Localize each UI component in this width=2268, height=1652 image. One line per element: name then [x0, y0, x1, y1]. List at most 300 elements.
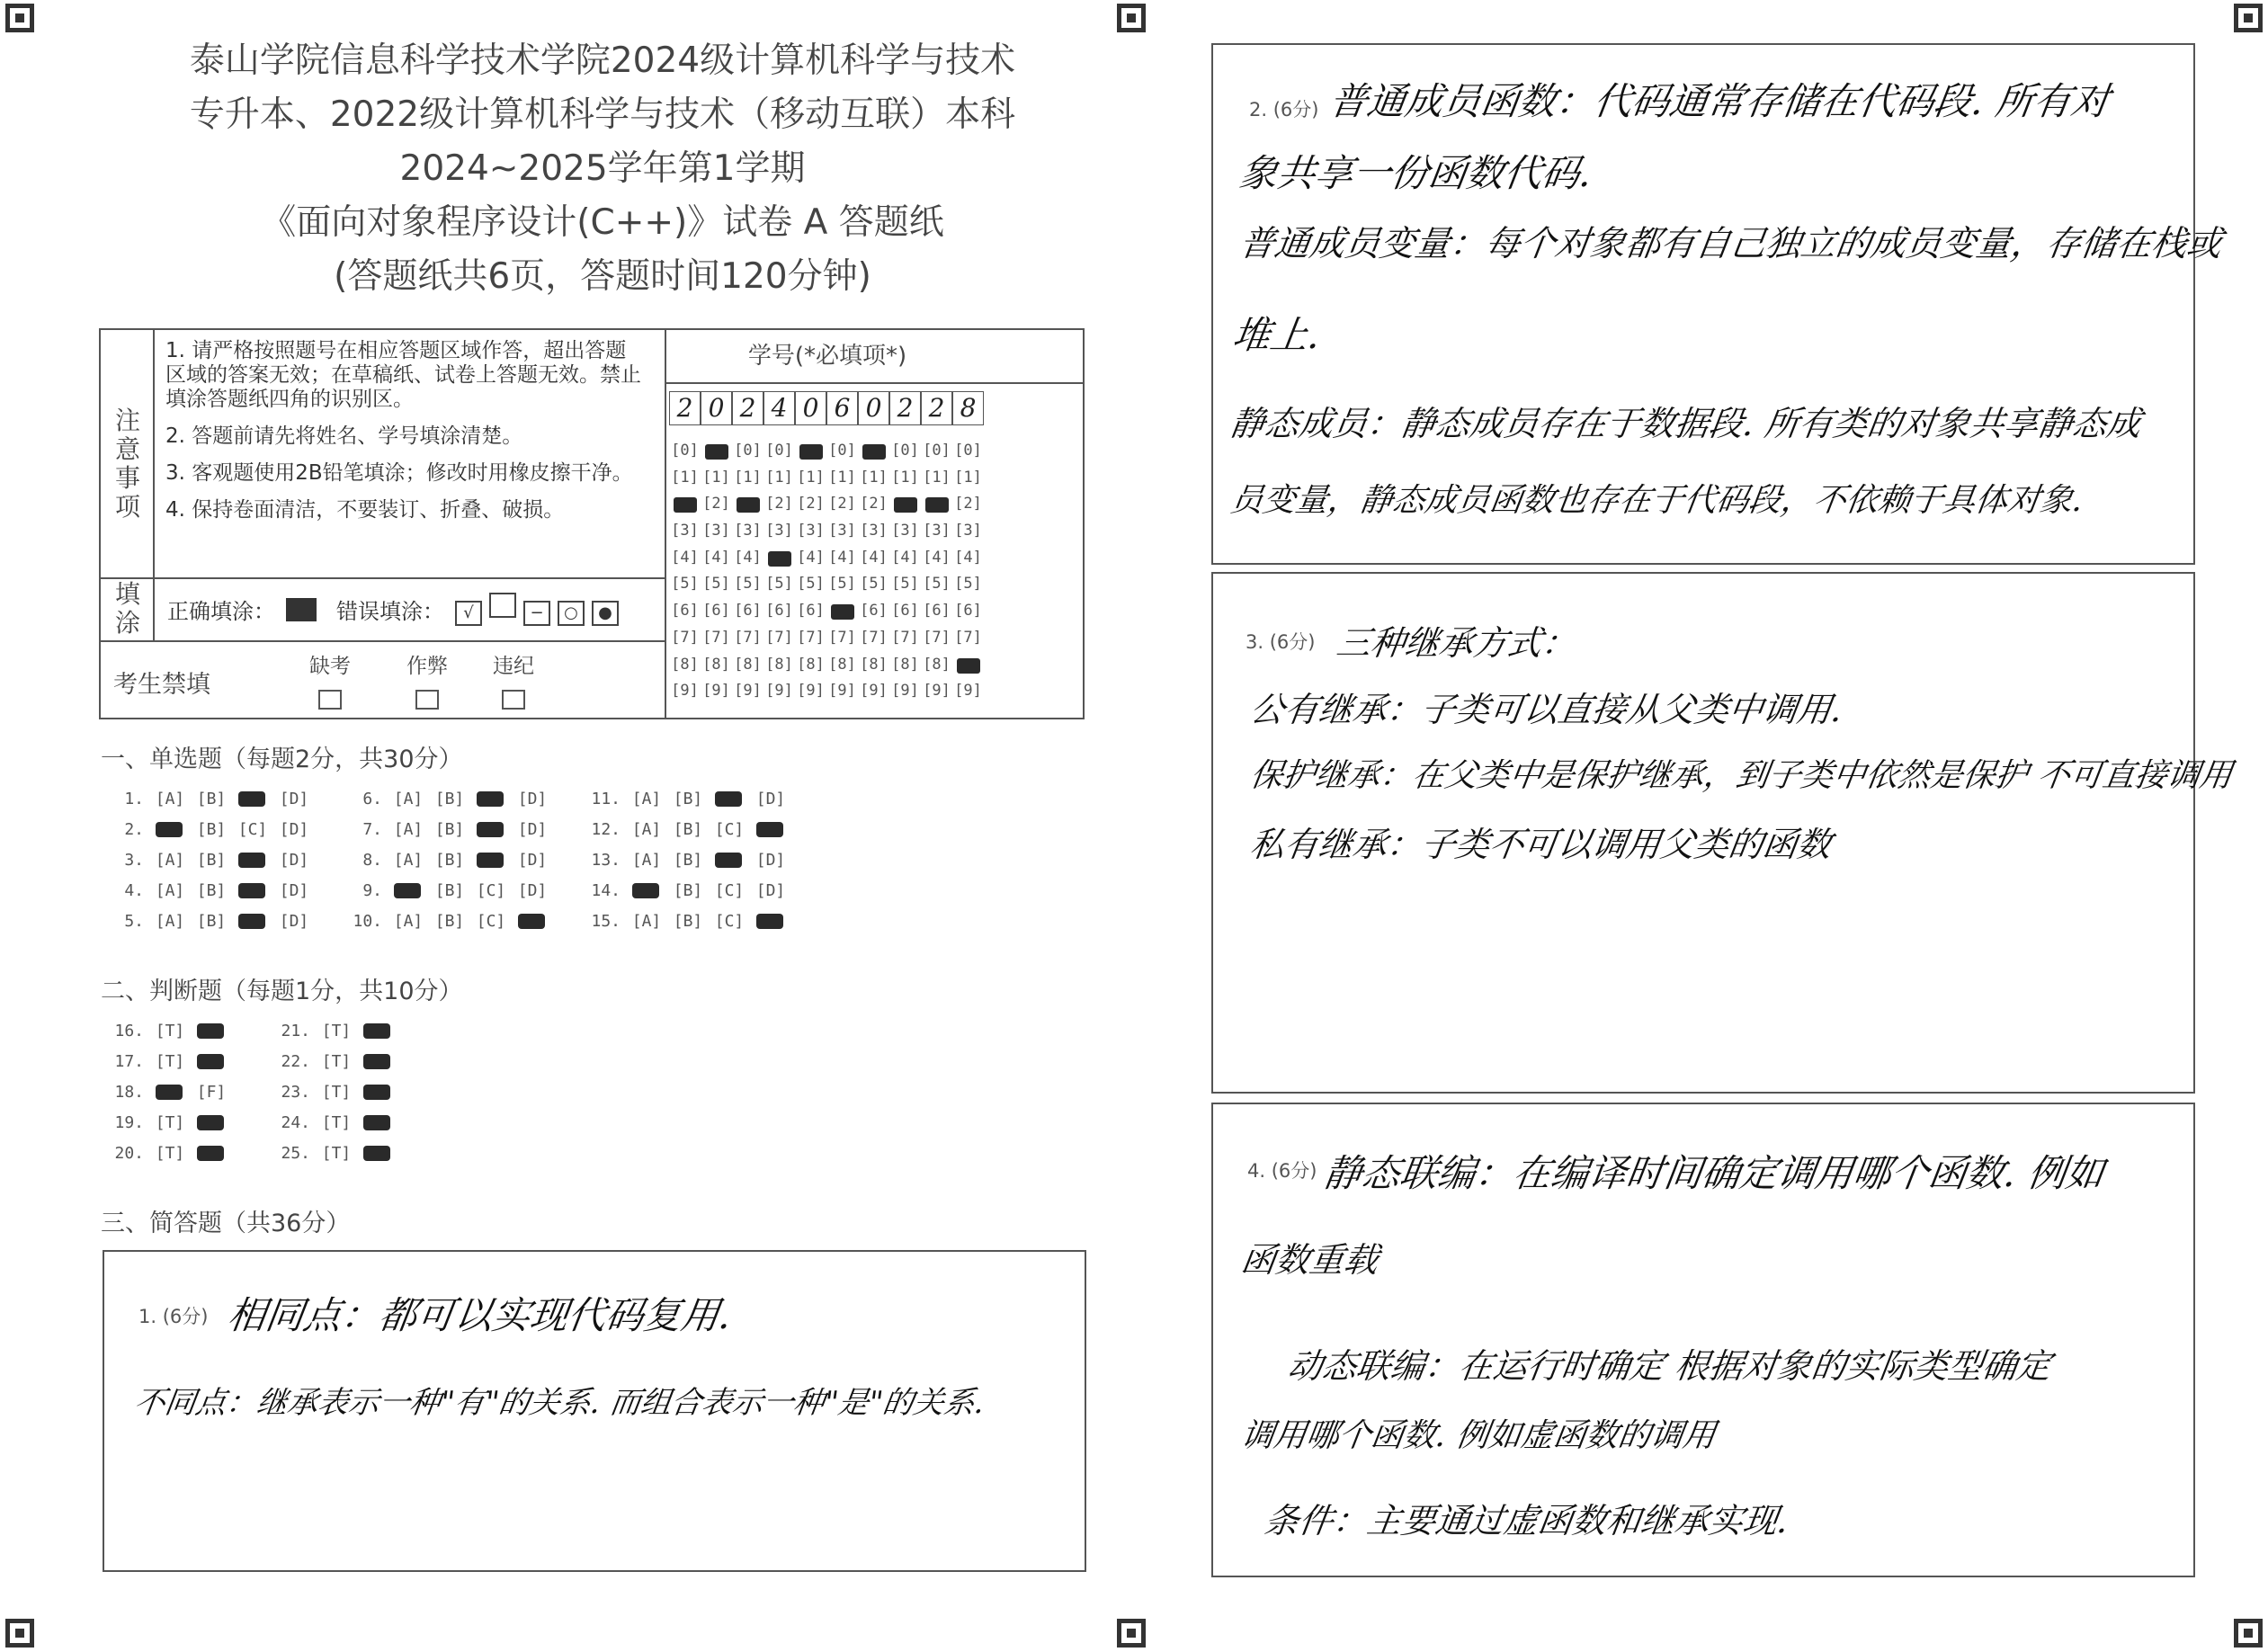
corner-mark-top-center [1117, 4, 1146, 32]
student-id-bubble-column-3 [763, 438, 795, 705]
option-b[interactable]: [B] [196, 912, 227, 931]
question-number: 6. [362, 790, 382, 808]
option-a[interactable] [388, 881, 429, 900]
student-id-bubble[interactable]: [5] [702, 575, 730, 594]
q3-answer-line: 保护继承：在父类中是保护继承，到子类中依然是保护 不可直接调用 [1247, 757, 2235, 794]
student-id-bubble[interactable]: [7] [734, 628, 762, 647]
student-id-bubble[interactable]: [4] [671, 548, 699, 567]
option-b[interactable]: [B] [673, 912, 703, 931]
banned-violation[interactable] [493, 649, 534, 710]
student-id-bubble[interactable]: [3] [702, 522, 730, 540]
q4-answer-line: 条件：主要通过虚函数和继承实现. [1262, 1501, 1791, 1540]
student-id-bubble[interactable]: [4] [860, 548, 888, 567]
student-id-bubble[interactable]: [6] [860, 602, 888, 621]
option-b[interactable]: [B] [673, 820, 703, 839]
option-c[interactable]: [C] [714, 881, 745, 900]
student-id-bubble[interactable]: [1] [828, 468, 856, 487]
option-d[interactable]: [D] [517, 851, 548, 870]
option-a[interactable]: [A] [631, 790, 662, 808]
student-id-digits [669, 391, 984, 425]
answer-box-q1[interactable] [103, 1250, 1086, 1572]
section-true-false-title: 二、判断题（每题1分，共10分） [101, 978, 463, 1005]
student-id-bubble[interactable]: [4] [702, 548, 730, 567]
header-line: 泰山学院信息科学技术学院2024级计算机科学与技术 [189, 40, 1016, 81]
wrong-mark-partial [489, 593, 516, 618]
question-number: 2. [124, 820, 144, 839]
student-id-bubble[interactable]: [1] [954, 468, 982, 487]
student-id-title: 学号(*必填项*) [747, 343, 907, 370]
q3-answer-line: 公有继承：子类可以直接从父类中调用. [1247, 690, 1845, 729]
option-f[interactable] [191, 1022, 232, 1040]
option-d[interactable]: [D] [517, 790, 548, 808]
student-id-bubble[interactable]: [0] [734, 442, 762, 460]
option-a[interactable]: [A] [155, 881, 185, 900]
student-id-bubble[interactable]: [9] [702, 682, 730, 701]
student-id-bubble[interactable]: [2] [954, 495, 982, 513]
option-c[interactable] [709, 851, 750, 870]
banned-absent-box[interactable] [318, 690, 342, 710]
student-id-bubble-column-7 [889, 438, 921, 705]
q2-label: 2. (6分) [1249, 99, 1319, 121]
student-id-bubble[interactable]: [6] [702, 602, 730, 621]
section-single-choice-title: 一、单选题（每题2分，共30分） [101, 746, 463, 773]
q1-answer-line: 相同点：都可以实现代码复用. [225, 1293, 735, 1337]
student-id-bubble-column-5 [826, 438, 858, 705]
option-b[interactable]: [B] [196, 881, 227, 900]
single-choice-question [346, 881, 553, 900]
student-id-bubble-column-4 [795, 438, 826, 705]
student-id-bubble[interactable]: [8] [860, 655, 888, 674]
q2-answer-line: 堆上. [1229, 313, 1324, 357]
notice-item: 2. 答题前请先将姓名、学号填涂清楚。 [165, 424, 523, 448]
student-id-bubble[interactable]: [9] [797, 682, 825, 701]
student-id-bubble[interactable]: [0] [765, 442, 793, 460]
student-id-bubble[interactable]: [7] [765, 628, 793, 647]
option-f[interactable]: [F] [196, 1083, 227, 1102]
option-t[interactable]: [T] [155, 1052, 185, 1071]
option-c[interactable]: [C] [714, 912, 745, 931]
question-number: 21. [281, 1022, 310, 1040]
option-t[interactable]: [T] [321, 1052, 352, 1071]
student-id-bubble[interactable]: [1] [734, 468, 762, 487]
question-number: 18. [114, 1083, 144, 1102]
single-choice-question [585, 790, 791, 808]
student-id-bubble[interactable]: [2] [860, 495, 888, 513]
corner-mark-bottom-left [5, 1619, 34, 1648]
header-line: (答题纸共6页，答题时间120分钟) [334, 256, 871, 297]
student-id-bubble[interactable]: [3] [891, 522, 919, 540]
option-b[interactable]: [B] [434, 851, 465, 870]
student-id-bubble[interactable]: [5] [954, 575, 982, 594]
student-id-bubble-column-8 [921, 438, 952, 705]
option-f[interactable] [357, 1113, 398, 1132]
student-id-bubble[interactable]: [2] [702, 495, 730, 513]
answer-box-q3[interactable] [1211, 572, 2235, 1094]
student-id-bubble[interactable]: [0] [923, 442, 951, 460]
student-id-bubble[interactable] [826, 598, 858, 625]
student-id-bubble[interactable] [858, 438, 889, 465]
student-id-bubble[interactable]: [3] [954, 522, 982, 540]
option-d[interactable]: [D] [755, 851, 786, 870]
student-id-bubble[interactable] [795, 438, 826, 465]
student-id-bubble[interactable]: [1] [860, 468, 888, 487]
header-line: 专升本、2022级计算机科学与技术（移动互联）本科 [189, 94, 1016, 135]
option-d[interactable]: [D] [279, 820, 309, 839]
student-id-bubble[interactable] [763, 545, 795, 572]
question-number: 12. [591, 820, 621, 839]
banned-cheat[interactable] [406, 649, 448, 710]
option-a[interactable] [149, 820, 191, 839]
option-b[interactable]: [B] [673, 881, 703, 900]
student-id-bubble[interactable]: [7] [671, 628, 699, 647]
student-id-bubble[interactable]: [5] [860, 575, 888, 594]
option-a[interactable] [626, 881, 667, 900]
question-number: 5. [124, 912, 144, 931]
student-id-bubble[interactable]: [9] [671, 682, 699, 701]
single-choice-question [585, 881, 791, 900]
student-id-bubble[interactable]: [1] [797, 468, 825, 487]
q4-answer-line: 动态联编：在运行时确定 根据对象的实际类型确定 [1285, 1346, 2054, 1386]
true-false-question [274, 1083, 398, 1102]
student-id-bubble[interactable]: [2] [828, 495, 856, 513]
option-b[interactable]: [B] [434, 820, 465, 839]
option-c[interactable] [709, 790, 750, 808]
option-a[interactable]: [A] [631, 912, 662, 931]
option-b[interactable]: [B] [434, 881, 465, 900]
true-false-question [108, 1144, 232, 1163]
student-id-bubble[interactable]: [6] [891, 602, 919, 621]
wrong-mark-circle: ○ [558, 601, 585, 626]
student-id-bubble[interactable]: [5] [797, 575, 825, 594]
question-number: 23. [281, 1083, 310, 1102]
option-d[interactable]: [D] [517, 820, 548, 839]
option-d[interactable]: [D] [517, 881, 548, 900]
student-id-digit-6: 0 [858, 391, 889, 425]
option-c[interactable] [232, 790, 273, 808]
question-number: 9. [362, 881, 382, 900]
student-id-bubble[interactable]: [8] [734, 655, 762, 674]
student-id-bubble[interactable]: [7] [891, 628, 919, 647]
q4-answer-line: 调用哪个函数. 例如虚函数的调用 [1238, 1417, 1719, 1454]
option-t[interactable] [149, 1083, 191, 1102]
q2-answer-line: 员变量，静态成员函数也存在于代码段，不依赖于具体对象. [1228, 482, 2085, 519]
option-a[interactable]: [A] [393, 851, 424, 870]
q3-label: 3. (6分) [1246, 631, 1316, 653]
student-id-bubble[interactable]: [5] [828, 575, 856, 594]
option-c[interactable] [232, 881, 273, 900]
header-line: 《面向对象程序设计(C++)》试卷 A 答题纸 [261, 202, 944, 243]
option-a[interactable]: [A] [393, 912, 424, 931]
banned-label: 考生禁填 [113, 671, 210, 699]
student-id-digit-7: 2 [889, 391, 921, 425]
corner-mark-bottom-right [2234, 1619, 2263, 1648]
q2-answer-line: 普通成员函数：代码通常存储在代码段. 所有对 [1326, 79, 2112, 123]
q3-answer-line: 三种继承方式： [1334, 623, 1579, 663]
option-f[interactable] [357, 1022, 398, 1040]
option-t[interactable]: [T] [321, 1083, 352, 1102]
student-id-bubble[interactable]: [9] [923, 682, 951, 701]
single-choice-question [108, 820, 315, 839]
student-id-bubble[interactable]: [8] [923, 655, 951, 674]
student-id-bubble[interactable]: [5] [734, 575, 762, 594]
true-false-question [108, 1113, 232, 1132]
student-id-bubble[interactable]: [2] [797, 495, 825, 513]
option-c[interactable] [470, 790, 512, 808]
wrong-fill-marks [455, 593, 626, 626]
student-id-bubble[interactable]: [3] [797, 522, 825, 540]
student-id-bubble[interactable]: [9] [828, 682, 856, 701]
option-c[interactable]: [C] [476, 912, 506, 931]
student-id-bubble[interactable]: [3] [860, 522, 888, 540]
option-d[interactable]: [D] [755, 881, 786, 900]
question-number: 1. [124, 790, 144, 808]
student-id-bubble[interactable]: [2] [765, 495, 793, 513]
student-id-bubble[interactable]: [8] [765, 655, 793, 674]
single-choice-question [108, 881, 315, 900]
student-id-bubble[interactable]: [3] [828, 522, 856, 540]
option-c[interactable]: [C] [237, 820, 268, 839]
q2-answer-line: 普通成员变量：每个对象都有自己独立的成员变量，存储在栈或 [1237, 224, 2225, 264]
student-id-bubble[interactable]: [7] [828, 628, 856, 647]
q4-label: 4. (6分) [1247, 1160, 1317, 1182]
single-choice-question [585, 851, 791, 870]
question-number: 14. [591, 881, 621, 900]
correct-fill-swatch [286, 598, 317, 621]
student-id-bubble[interactable]: [6] [734, 602, 762, 621]
student-id-bubble-column-9 [952, 438, 984, 705]
student-id-bubble[interactable]: [1] [702, 468, 730, 487]
student-id-bubble[interactable]: [1] [671, 468, 699, 487]
option-b[interactable]: [B] [673, 851, 703, 870]
question-number: 3. [124, 851, 144, 870]
option-b[interactable]: [B] [434, 790, 465, 808]
student-id-bubble[interactable]: [1] [765, 468, 793, 487]
student-id-bubble[interactable]: [9] [860, 682, 888, 701]
true-false-question [274, 1144, 398, 1163]
option-c[interactable] [232, 912, 273, 931]
header-line: 2024~2025学年第1学期 [399, 148, 806, 189]
student-id-bubble[interactable]: [3] [671, 522, 699, 540]
option-a[interactable]: [A] [155, 790, 185, 808]
option-b[interactable]: [B] [434, 912, 465, 931]
wrong-mark-dot: ● [592, 601, 619, 626]
student-id-bubble[interactable] [669, 491, 701, 518]
q2-answer-line: 象共享一份函数代码. [1237, 151, 1595, 195]
student-id-bubble[interactable]: [9] [954, 682, 982, 701]
student-id-bubble[interactable]: [4] [797, 548, 825, 567]
option-c[interactable] [232, 851, 273, 870]
corner-mark-top-left [5, 4, 34, 32]
banned-violation-box[interactable] [502, 690, 525, 710]
option-a[interactable]: [A] [155, 851, 185, 870]
option-f[interactable] [191, 1144, 232, 1163]
question-number: 25. [281, 1144, 310, 1163]
notice-item: 4. 保持卷面清洁，不要装订、折叠、破损。 [165, 498, 565, 522]
option-d[interactable]: [D] [279, 912, 309, 931]
option-d[interactable]: [D] [279, 790, 309, 808]
question-number: 20. [114, 1144, 144, 1163]
option-d[interactable]: [D] [755, 790, 786, 808]
option-d[interactable]: [D] [279, 851, 309, 870]
option-t[interactable]: [T] [321, 1113, 352, 1132]
option-t[interactable]: [T] [155, 1144, 185, 1163]
option-f[interactable] [357, 1144, 398, 1163]
student-id-bubble[interactable]: [4] [954, 548, 982, 567]
student-id-bubble[interactable]: [7] [860, 628, 888, 647]
student-id-bubble[interactable] [889, 491, 921, 518]
option-f[interactable] [191, 1052, 232, 1071]
student-id-bubble[interactable]: [0] [671, 442, 699, 460]
student-id-bubble[interactable]: [5] [671, 575, 699, 594]
student-id-bubble[interactable]: [8] [828, 655, 856, 674]
option-a[interactable]: [A] [393, 790, 424, 808]
student-id-bubble[interactable]: [7] [797, 628, 825, 647]
student-id-bubble[interactable]: [6] [954, 602, 982, 621]
option-a[interactable]: [A] [631, 851, 662, 870]
option-c[interactable]: [C] [714, 820, 745, 839]
option-a[interactable]: [A] [393, 820, 424, 839]
question-number: 16. [114, 1022, 144, 1040]
student-id-bubble[interactable]: [6] [671, 602, 699, 621]
student-id-bubble[interactable]: [4] [734, 548, 762, 567]
student-id-bubble[interactable]: [7] [954, 628, 982, 647]
student-id-bubble[interactable]: [4] [891, 548, 919, 567]
student-id-bubble[interactable] [921, 491, 952, 518]
true-false-question [108, 1052, 232, 1071]
student-id-bubble[interactable]: [3] [765, 522, 793, 540]
q1-answer-line: 不同点：继承表示一种"有"的关系. 而组合表示一种"是"的关系. [131, 1385, 987, 1421]
student-id-bubble[interactable] [952, 652, 984, 679]
notice-item: 1. 请严格按照题号在相应答题区域作答，超出答题区域的答案无效；在草稿纸、试卷上答题无效。禁止填涂答题纸四角的识别区。 [165, 339, 641, 411]
student-id-bubble[interactable] [732, 491, 763, 518]
option-b[interactable]: [B] [673, 790, 703, 808]
student-id-bubble[interactable]: [0] [891, 442, 919, 460]
wrong-mark-check: √ [455, 601, 482, 626]
question-number: 11. [591, 790, 621, 808]
option-b[interactable]: [B] [196, 851, 227, 870]
option-a[interactable]: [A] [155, 912, 185, 931]
student-id-bubble[interactable]: [1] [891, 468, 919, 487]
correct-fill-label: 正确填涂： [167, 599, 275, 624]
option-a[interactable]: [A] [631, 820, 662, 839]
option-f[interactable] [191, 1113, 232, 1132]
student-id-bubble[interactable]: [7] [923, 628, 951, 647]
option-t[interactable]: [T] [155, 1113, 185, 1132]
single-choice-question [585, 912, 791, 931]
option-b[interactable]: [B] [196, 790, 227, 808]
student-id-bubble[interactable]: [6] [765, 602, 793, 621]
question-number: 19. [114, 1113, 144, 1132]
option-c[interactable] [470, 820, 512, 839]
option-d[interactable] [512, 912, 553, 931]
question-number: 4. [124, 881, 144, 900]
student-id-bubble[interactable]: [8] [891, 655, 919, 674]
question-number: 22. [281, 1052, 310, 1071]
student-id-bubble[interactable]: [5] [765, 575, 793, 594]
notice-item: 3. 客观题使用2B铅笔填涂；修改时用橡皮擦干净。 [165, 461, 633, 485]
student-id-bubble[interactable]: [0] [828, 442, 856, 460]
true-false-question [274, 1113, 398, 1132]
option-d[interactable]: [D] [279, 881, 309, 900]
option-b[interactable]: [B] [196, 820, 227, 839]
option-t[interactable]: [T] [155, 1022, 185, 1040]
option-f[interactable] [357, 1083, 398, 1102]
student-id-bubble[interactable]: [5] [891, 575, 919, 594]
student-id-bubble[interactable]: [8] [702, 655, 730, 674]
banned-cheat-label: 作弊 [406, 655, 448, 678]
option-t[interactable]: [T] [321, 1022, 352, 1040]
option-d[interactable] [750, 912, 791, 931]
student-id-bubble[interactable]: [5] [923, 575, 951, 594]
question-number: 13. [591, 851, 621, 870]
true-false-question [274, 1052, 398, 1071]
student-id-digit-3: 4 [763, 391, 795, 425]
single-choice-question [346, 790, 553, 808]
banned-cheat-box[interactable] [415, 690, 439, 710]
student-id-bubble[interactable]: [1] [923, 468, 951, 487]
section-short-answer-title: 三、简答题（共36分） [101, 1210, 351, 1237]
student-id-bubble[interactable]: [3] [734, 522, 762, 540]
fill-example-row [167, 593, 626, 626]
student-id-bubble[interactable]: [9] [891, 682, 919, 701]
student-id-bubble[interactable]: [4] [828, 548, 856, 567]
question-number: 17. [114, 1052, 144, 1071]
student-id-bubble-column-0 [669, 438, 701, 705]
answer-box-q2[interactable] [1211, 43, 2225, 565]
option-c[interactable] [470, 851, 512, 870]
student-id-bubble[interactable]: [9] [734, 682, 762, 701]
student-id-bubble[interactable]: [8] [671, 655, 699, 674]
option-d[interactable] [750, 820, 791, 839]
q2-answer-line: 静态成员：静态成员存在于数据段. 所有类的对象共享静态成 [1228, 404, 2144, 443]
student-id-digit-5: 6 [826, 391, 858, 425]
single-choice-question [108, 912, 315, 931]
student-id-bubble[interactable]: [8] [797, 655, 825, 674]
question-number: 15. [591, 912, 621, 931]
student-id-bubble-column-1 [701, 438, 732, 705]
notice-list [165, 339, 642, 535]
single-choice-question [346, 912, 553, 931]
option-c[interactable]: [C] [476, 881, 506, 900]
question-number: 10. [353, 912, 382, 931]
student-id-digit-8: 2 [921, 391, 952, 425]
single-choice-question [346, 820, 553, 839]
true-false-question [108, 1083, 232, 1102]
student-id-bubble[interactable]: [6] [797, 602, 825, 621]
student-id-bubble[interactable]: [7] [702, 628, 730, 647]
student-id-bubble[interactable]: [9] [765, 682, 793, 701]
true-false-question [108, 1022, 232, 1040]
student-id-bubble[interactable]: [6] [923, 602, 951, 621]
answer-box-q4[interactable] [1211, 1103, 2195, 1577]
student-id-bubble[interactable]: [3] [923, 522, 951, 540]
option-t[interactable]: [T] [321, 1144, 352, 1163]
q1-label: 1. (6分) [138, 1306, 209, 1327]
student-id-bubble[interactable]: [4] [923, 548, 951, 567]
banned-violation-label: 违纪 [493, 655, 534, 678]
student-id-bubble[interactable] [701, 438, 732, 465]
q4-answer-line: 静态联编：在编译时间确定调用哪个函数. 例如 [1321, 1151, 2107, 1195]
banned-absent[interactable] [309, 649, 351, 710]
corner-mark-bottom-center [1117, 1619, 1146, 1648]
student-id-digit-1: 0 [701, 391, 732, 425]
option-f[interactable] [357, 1052, 398, 1071]
true-false-question [274, 1022, 398, 1040]
single-choice-question [108, 851, 315, 870]
student-id-bubble[interactable]: [0] [954, 442, 982, 460]
question-number: 24. [281, 1113, 310, 1132]
student-id-bubble-column-2 [732, 438, 763, 705]
